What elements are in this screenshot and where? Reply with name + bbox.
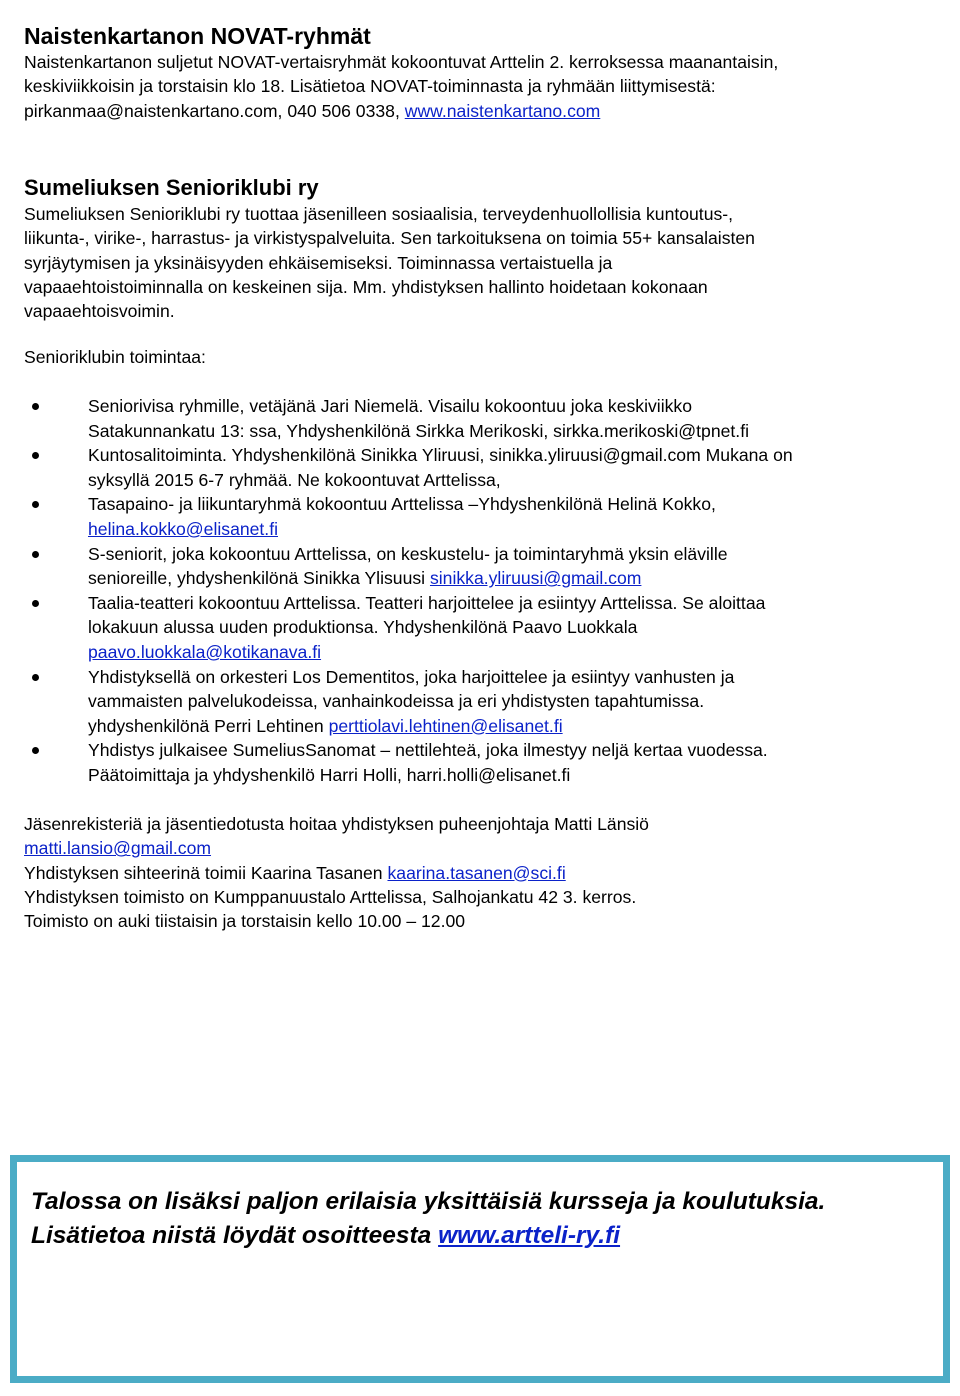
seniori-line-4: vapaaehtoistoiminnalla on keskeinen sija. Mm. yhdistyksen hallinto hoidetaan kokonaan	[24, 276, 708, 297]
novat-section	[24, 22, 944, 123]
list-item: S-seniorit, joka kokoontuu Arttelissa, on keskustelu- ja toimintaryhmä yksin eläville senioreille, yhdyshenkilönä Sinikka Ylisuusi sinikka.yliruusi@gmail.com	[24, 542, 944, 591]
pertti-email-link[interactable]: perttiolavi.lehtinen@elisanet.fi	[328, 715, 563, 736]
list-item: Kuntosalitoiminta. Yhdyshenkilönä Sinikka Yliruusi, sinikka.yliruusi@gmail.com Mukana on syksyllä 2015 6-7 ryhmää. Ne kokoontuvat Arttelissa,	[24, 443, 944, 492]
novat-line-2: keskiviikkoisin ja torstaisin klo 18. Lisätietoa NOVAT-toiminnasta ja ryhmään liittymisestä:	[24, 76, 716, 97]
footer-line-5: Toimisto on auki tiistaisin ja torstaisin kello 10.00 – 12.00	[24, 911, 466, 932]
bullet-icon	[32, 747, 39, 754]
list-item: Yhdistyksellä on orkesteri Los Dementitos, joka harjoittelee ja esiintyy vanhusten ja vammaisten palvelukodeissa, vanhainkodeissa ja eri yhdistysten tapahtumissa. yhdyshenkilönä Perri Lehtinen perttiolavi.lehtinen@elisanet.fi	[24, 665, 944, 739]
footer-line-1: Jäsenrekisteriä ja jäsentiedotusta hoitaa yhdistyksen puheenjohtaja Matti Länsiö	[24, 814, 649, 834]
list-item: Tasapaino- ja liikuntaryhmä kokoontuu Arttelissa –Yhdyshenkilönä Helinä Kokko, helina.kokko@elisanet.fi	[24, 492, 944, 541]
list-item: Taalia-teatteri kokoontuu Arttelissa. Teatteri harjoittelee ja esiintyy Arttelissa. Se aloittaa lokakuun alussa uuden produktionsa. Yhdyshenkilönä Paavo Luokkala paavo.luokkala@kotikanava.fi	[24, 591, 944, 665]
helina-email-link[interactable]: helina.kokko@elisanet.fi	[88, 518, 278, 539]
toiminta-label: Senioriklubin toimintaa:	[24, 347, 206, 367]
seniori-section	[24, 174, 944, 323]
novat-line-3	[24, 99, 944, 123]
seniori-line-3: syrjäytymisen ja yksinäisyyden ehkäisemiseksi. Toiminnassa vertaistuella ja	[24, 252, 613, 273]
seniori-line-1: Sumeliuksen Senioriklubi ry tuottaa jäsenilleen sosiaalisia, terveydenhuollollisia kuntoutus-,	[24, 204, 734, 224]
footer-line-3: Yhdistyksen sihteerinä toimii Kaarina Tasanen kaarina.tasanen@sci.fi	[24, 862, 566, 883]
seniori-title: Sumeliuksen Senioriklubi ry	[24, 175, 319, 200]
contact-section	[24, 812, 944, 933]
novat-contact: pirkanmaa@naistenkartano.com, 040 506 0338,	[24, 100, 405, 121]
novat-line-1: Naistenkartanon suljetut NOVAT-vertaisryhmät kokoontuvat Arttelin 2. kerroksessa maanantaisin,	[24, 52, 779, 72]
info-box-line-2: Lisätietoa niistä löydät osoitteesta www.artteli-ry.fi	[31, 1222, 621, 1249]
info-box-line-1: Talossa on lisäksi paljon erilaisia yksittäisiä kursseja ja koulutuksia.	[31, 1188, 826, 1215]
artteli-website-link[interactable]: www.artteli-ry.fi	[438, 1222, 621, 1249]
novat-website-link[interactable]: www.naistenkartano.com	[404, 100, 601, 121]
bullet-icon	[32, 452, 39, 459]
activities-list	[24, 394, 944, 788]
list-item: Seniorivisa ryhmille, vetäjänä Jari Niemelä. Visailu kokoontuu joka keskiviikko Satakunnankatu 13: ssa, Yhdyshenkilönä Sirkka Merikoski, sirkka.merikoski@tpnet.fi	[24, 394, 944, 443]
bullet-icon	[32, 551, 39, 558]
bullet-icon	[32, 674, 39, 681]
seniori-line-5: vapaaehtoisvoimin.	[24, 301, 175, 322]
bullet-icon	[32, 501, 39, 508]
sinikka-email-link[interactable]: sinikka.yliruusi@gmail.com	[429, 568, 642, 589]
kaarina-email-link[interactable]: kaarina.tasanen@sci.fi	[387, 862, 566, 883]
info-box-text	[31, 1185, 931, 1253]
paavo-email-link[interactable]: paavo.luokkala@kotikanava.fi	[88, 641, 322, 662]
novat-title: Naistenkartanon NOVAT-ryhmät	[24, 23, 371, 49]
footer-line-4: Yhdistyksen toimisto on Kumppanuustalo Arttelissa, Salhojankatu 42 3. kerros.	[24, 886, 637, 907]
seniori-line-2: liikunta-, virike-, harrastus- ja virkistyspalveluita. Sen tarkoituksena on toimia 55+ kansalaisten	[24, 228, 755, 249]
bullet-icon	[32, 600, 39, 607]
info-box	[10, 1155, 950, 1383]
bullet-icon	[32, 403, 39, 410]
list-item: Yhdistys julkaisee SumeliusSanomat – nettilehteä, joka ilmestyy neljä kertaa vuodessa. Päätoimittaja ja yhdyshenkilö Harri Holli, harri.holli@elisanet.fi	[24, 738, 944, 787]
matti-email-link[interactable]: matti.lansio@gmail.com	[24, 838, 212, 859]
